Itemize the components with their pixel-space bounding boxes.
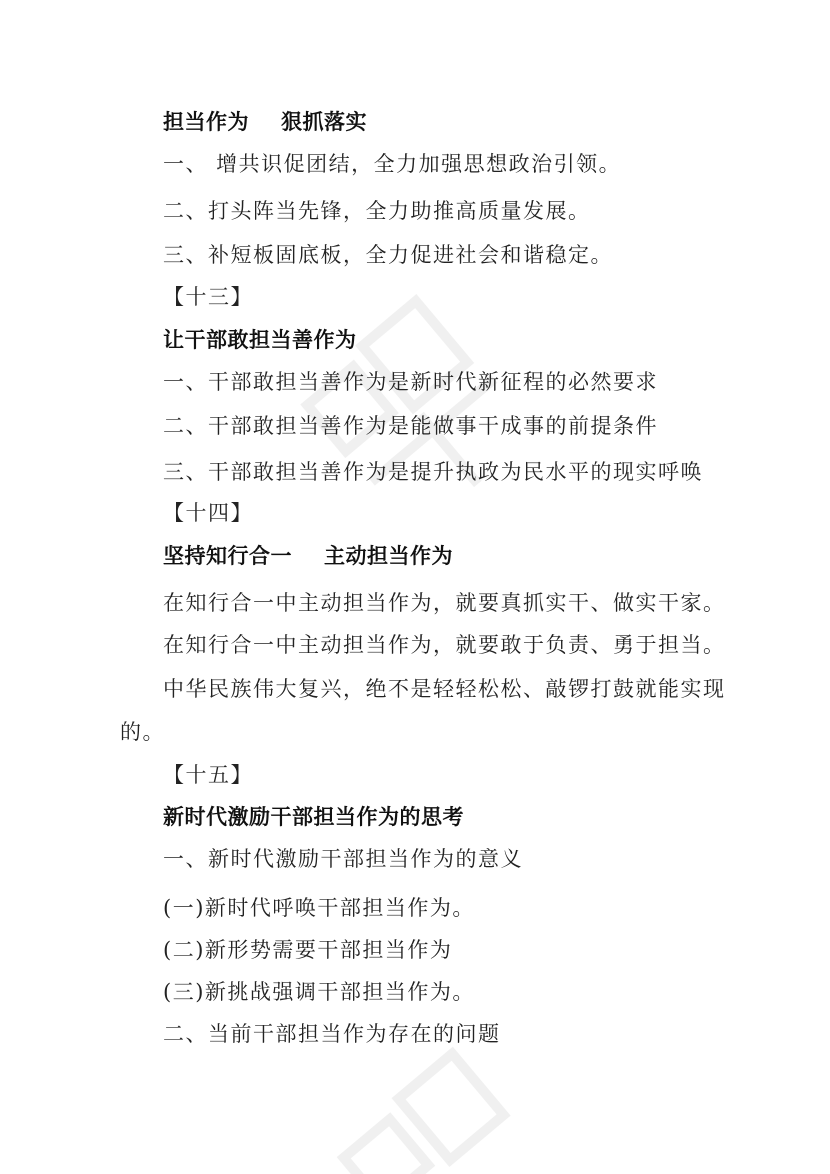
section-title: 让干部敢担当善作为 [163,327,357,352]
heading-part-b: 狠抓落实 [281,109,367,134]
section-marker: 【十三】 [163,285,253,309]
list-item: 三、补短板固底板，全力促进社会和谐稳定。 [163,243,613,267]
section-title: 新时代激励干部担当作为的思考 [163,804,464,829]
paragraph-line: 在知行合一中主动担当作为，就要真抓实干、做实干家。 [163,591,726,615]
list-item: 一、 增共识促团结，全力加强思想政治引领。 [163,152,622,176]
watermark-stamp-icon [330,1040,570,1174]
paragraph-line: 在知行合一中主动担当作为，就要敢于负责、勇于担当。 [163,633,726,657]
list-item: 三、干部敢担当善作为是提升执政为民水平的现实呼唤 [163,460,703,484]
list-item: 一、干部敢担当善作为是新时代新征程的必然要求 [163,370,658,394]
list-item: 二、干部敢担当善作为是能做事干成事的前提条件 [163,414,658,438]
section-heading [163,107,367,137]
title-part-a: 坚持知行合一 [163,543,292,568]
section-marker: 【十四】 [163,501,253,525]
title-part-b: 主动担当作为 [324,543,453,568]
list-item: 二、打头阵当先锋，全力助推高质量发展。 [163,199,591,223]
list-item: (二)新形势需要干部担当作为 [163,938,453,962]
list-item: (三)新挑战强调干部担当作为。 [163,980,475,1004]
list-item: 二、当前干部担当作为存在的问题 [163,1022,501,1046]
heading-part-a: 担当作为 [163,109,249,134]
list-item: (一)新时代呼唤干部担当作为。 [163,896,475,920]
paragraph-line: 的。 [120,720,165,744]
list-item: 一、新时代激励干部担当作为的意义 [163,847,523,871]
paragraph-line: 中华民族伟大复兴，绝不是轻轻松松、敲锣打鼓就能实现 [163,677,726,701]
section-marker: 【十五】 [163,763,253,787]
section-title [163,541,453,571]
